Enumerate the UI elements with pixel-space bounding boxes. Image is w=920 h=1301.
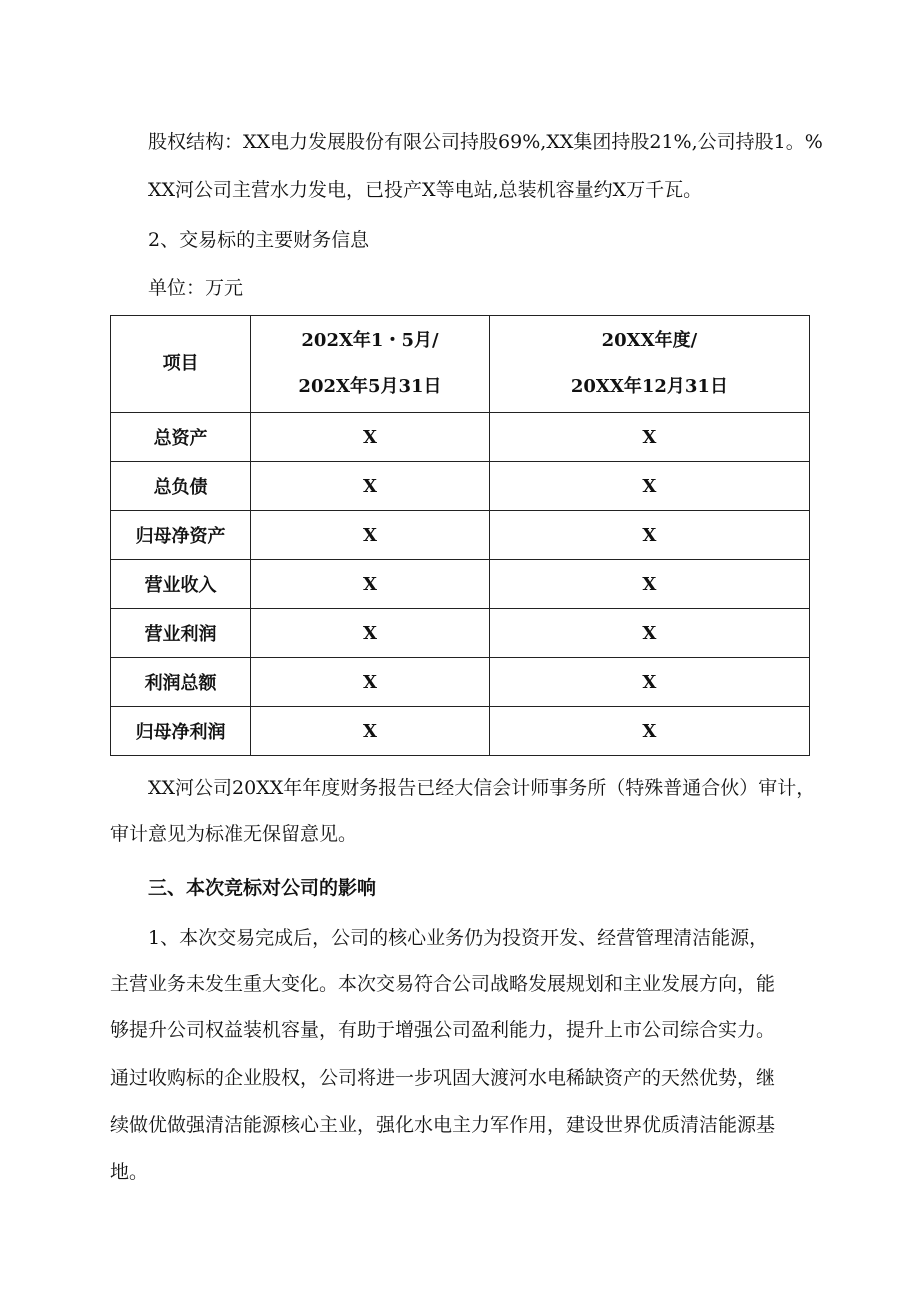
- row-value-period-2: X: [489, 462, 809, 511]
- impact-paragraph-line: 1、本次交易完成后，公司的核心业务仍为投资开发、经营管理清洁能源，: [148, 927, 769, 949]
- row-value-period-2: X: [489, 560, 809, 609]
- impact-section-heading: 三、本次竞标对公司的影响: [148, 877, 377, 899]
- table-row: [111, 658, 810, 707]
- row-value-period-2: X: [489, 658, 809, 707]
- section-heading-financial-info: 2、交易标的主要财务信息: [148, 229, 370, 251]
- header-item: 项目: [111, 316, 251, 413]
- row-label: 归母净利润: [111, 707, 251, 756]
- row-value-period-1: X: [251, 707, 490, 756]
- financial-info-table: [110, 315, 810, 756]
- business-description-text: XX河公司主营水力发电，已投产X等电站,总装机容量约X万千瓦。: [148, 179, 703, 201]
- row-value-period-2: X: [489, 609, 809, 658]
- header-period-2-line1: 20XX年度/: [601, 330, 698, 351]
- table-row: [111, 609, 810, 658]
- row-label: 总负债: [111, 462, 251, 511]
- table-row: [111, 560, 810, 609]
- row-label: 总资产: [111, 413, 251, 462]
- table-row: [111, 413, 810, 462]
- row-value-period-2: X: [489, 413, 809, 462]
- header-period-1-line1: 202X年1・5月/: [301, 330, 439, 351]
- equity-structure-text: 股权结构：XX电力发展股份有限公司持股69%,XX集团持股21%,公司持股1。%: [148, 131, 823, 153]
- row-value-period-1: X: [251, 413, 490, 462]
- impact-paragraph-line: 通过收购标的企业股权，公司将进一步巩固大渡河水电稀缺资产的天然优势，继: [110, 1067, 776, 1089]
- impact-paragraph-line: 地。: [110, 1161, 149, 1183]
- row-value-period-1: X: [251, 609, 490, 658]
- impact-paragraph-line: 主营业务未发生重大变化。本次交易符合公司战略发展规划和主业发展方向，能: [110, 973, 776, 995]
- unit-label: 单位：万元: [148, 277, 244, 299]
- impact-paragraph-line: 续做优做强清洁能源核心主业，强化水电主力军作用，建设世界优质清洁能源基: [110, 1114, 776, 1136]
- audit-text-line2: 审计意见为标准无保留意见。: [110, 823, 358, 845]
- row-value-period-1: X: [251, 462, 490, 511]
- row-value-period-1: X: [251, 658, 490, 707]
- row-value-period-2: X: [489, 511, 809, 560]
- row-label: 利润总额: [111, 658, 251, 707]
- row-label: 营业利润: [111, 609, 251, 658]
- impact-paragraph-line: 够提升公司权益装机容量，有助于增强公司盈利能力，提升上市公司综合实力。: [110, 1019, 776, 1041]
- table-row: [111, 707, 810, 756]
- table-row: [111, 511, 810, 560]
- header-period-2-line2: 20XX年12月31日: [570, 376, 728, 397]
- header-period-2: [489, 316, 809, 413]
- row-value-period-1: X: [251, 560, 490, 609]
- table-row: [111, 462, 810, 511]
- row-value-period-1: X: [251, 511, 490, 560]
- header-period-1-line2: 202X年5月31日: [298, 376, 442, 397]
- row-label: 归母净资产: [111, 511, 251, 560]
- row-value-period-2: X: [489, 707, 809, 756]
- header-period-1: [251, 316, 490, 413]
- table-header-row: [111, 316, 810, 413]
- row-label: 营业收入: [111, 560, 251, 609]
- audit-text-line1: XX河公司20XX年年度财务报告已经大信会计师事务所（特殊普通合伙）审计，: [148, 777, 816, 799]
